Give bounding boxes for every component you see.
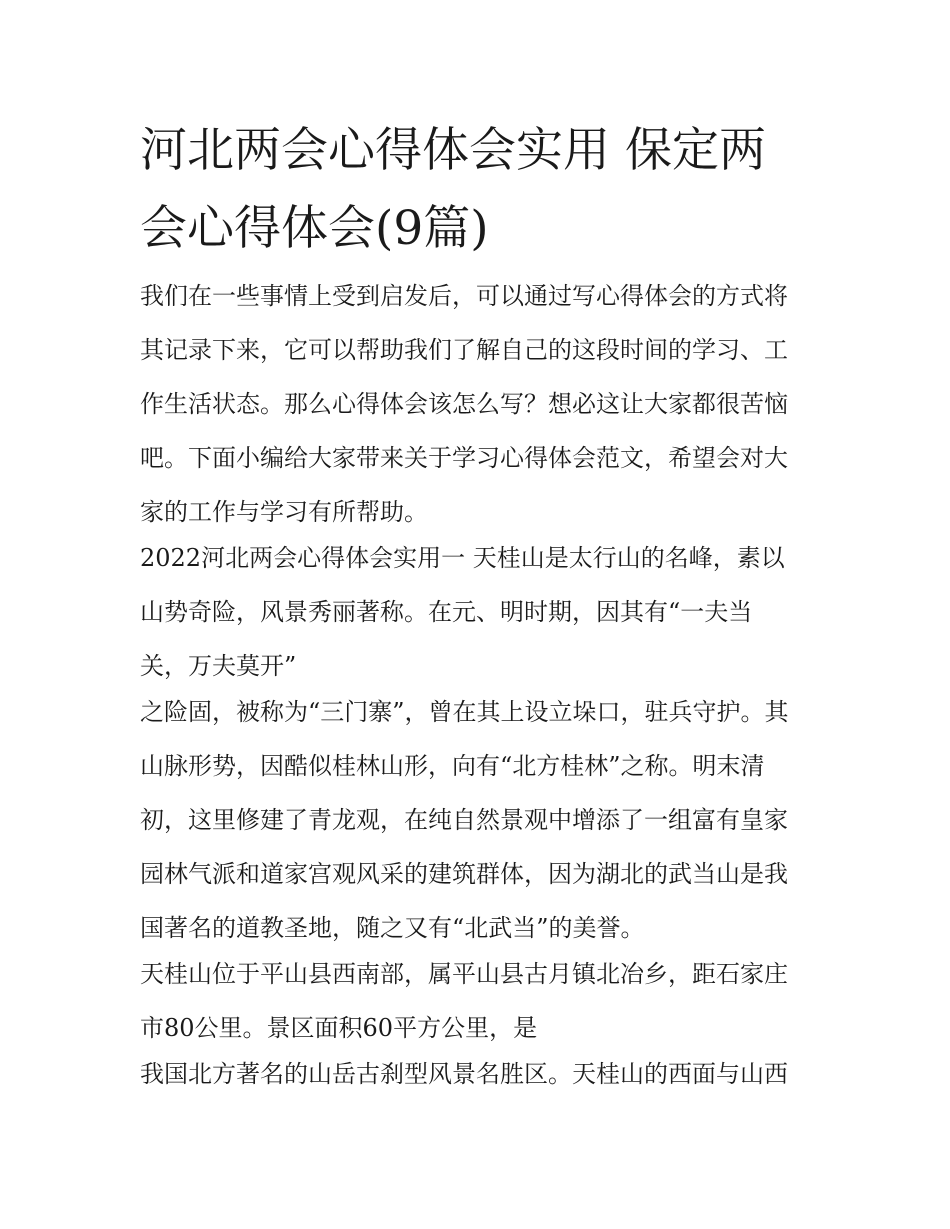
body-line: 关，万夫莫开” bbox=[140, 652, 297, 680]
body-line: 之险固，被称为“三门寨”，曾在其上设立垛口，驻兵守护。其 bbox=[140, 698, 789, 726]
body-line: 其记录下来，它可以帮助我们了解自己的这段时间的学习、工 bbox=[140, 336, 788, 364]
title-line-2: 会心得体会(9篇) bbox=[140, 201, 489, 256]
body-line: 园林气派和道家宫观风采的建筑群体，因为湖北的武当山是我 bbox=[140, 860, 788, 888]
body-line: 我国北方著名的山岳古刹型风景名胜区。天桂山的西面与山西 bbox=[140, 1060, 788, 1088]
body-line: 山势奇险，风景秀丽著称。在元、明时期，因其有“一夫当 bbox=[140, 598, 753, 626]
body-line: 作生活状态。那么心得体会该怎么写？想必这让大家都很苦恼 bbox=[140, 390, 788, 418]
body-line: 吧。下面小编给大家带来关于学习心得体会范文，希望会对大 bbox=[140, 444, 788, 472]
body-line: 天桂山位于平山县西南部，属平山县古月镇北冶乡，距石家庄 bbox=[140, 960, 788, 988]
body-line: 我们在一些事情上受到启发后，可以通过写心得体会的方式将 bbox=[140, 282, 788, 310]
document-page bbox=[140, 112, 820, 1092]
body-line: 国著名的道教圣地，随之又有“北武当”的美誉。 bbox=[140, 914, 645, 942]
body-line: 初，这里修建了青龙观，在纯自然景观中增添了一组富有皇家 bbox=[140, 806, 788, 834]
title-line-1: 河北两会心得体会实用 保定两 bbox=[140, 123, 766, 178]
document-body bbox=[140, 278, 820, 1092]
body-line: 山脉形势，因酷似桂林山形，向有“北方桂林”之称。明末清 bbox=[140, 752, 765, 780]
body-line: 家的工作与学习有所帮助。 bbox=[140, 498, 428, 526]
document-title bbox=[140, 112, 820, 268]
body-line: 市80公里。景区面积60平方公里，是 bbox=[140, 1014, 538, 1042]
body-line: 2022河北两会心得体会实用一 天桂山是太行山的名峰，素以 bbox=[140, 544, 785, 572]
